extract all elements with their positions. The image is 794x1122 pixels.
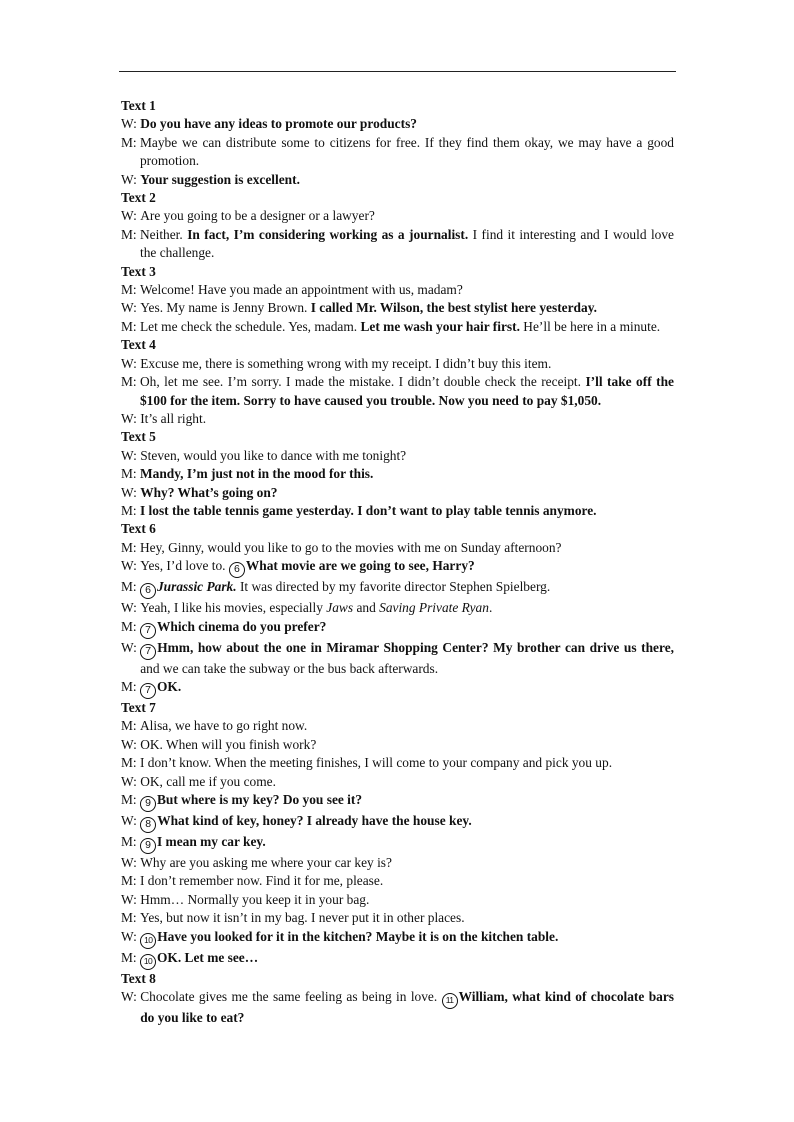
text-segment: I don’t remember now. Find it for me, please. — [139, 873, 384, 889]
dialogue-text — [140, 928, 674, 949]
dialogue-text — [140, 373, 674, 410]
dialogue-line — [121, 207, 674, 225]
answer-highlight: What kind of key, honey? I already have the house key. — [157, 813, 472, 828]
dialogue-text — [140, 502, 674, 520]
dialogue-text — [140, 410, 674, 428]
dialogue-text — [140, 226, 674, 263]
text-segment: It’s all right. — [140, 410, 207, 426]
dialogue-text — [140, 949, 674, 970]
text-segment: Yes, I’d love to. — [140, 558, 229, 574]
text-segment: Oh, let me see. I’m sorry. I made the mistake. I didn’t double check the receipt. — [139, 374, 586, 390]
speaker-label: W: — [121, 773, 141, 789]
question-number-badge: 7 — [140, 623, 156, 639]
speaker-label: W: — [121, 410, 141, 426]
dialogue-line — [121, 539, 674, 557]
speaker-label: W: — [121, 300, 141, 316]
dialogue-text — [140, 134, 674, 171]
dialogue-line — [121, 988, 674, 1027]
dialogue-text — [140, 484, 674, 502]
dialogue-text — [140, 812, 674, 833]
dialogue-text — [140, 754, 674, 772]
speaker-label: W: — [121, 928, 141, 944]
dialogue-line — [121, 909, 674, 927]
text-segment: It was directed by my favorite director Stephen Spielberg. — [236, 579, 551, 595]
dialogue-text — [140, 618, 674, 639]
dialogue-line — [121, 854, 674, 872]
dialogue-line — [121, 373, 674, 410]
dialogue-line — [121, 773, 674, 791]
speaker-label: M: — [121, 755, 140, 771]
section-heading: Text 1 — [121, 98, 156, 113]
text-segment: . — [488, 600, 493, 616]
section-heading: Text 2 — [121, 190, 156, 206]
dialogue-text — [140, 355, 674, 373]
speaker-label: W: — [121, 600, 141, 616]
dialogue-line — [121, 791, 674, 812]
dialogue-line — [121, 134, 674, 171]
text-segment: Saving Private Ryan — [379, 600, 489, 616]
dialogue-text — [140, 717, 674, 735]
dialogue-line — [121, 754, 674, 772]
dialogue-line — [121, 949, 674, 970]
dialogue-text — [140, 773, 674, 791]
answer-highlight: Hmm, how about the one in Miramar Shopping Center? My brother can drive us there, — [157, 639, 674, 655]
speaker-label: M: — [121, 834, 140, 849]
dialogue-text — [140, 465, 674, 483]
dialogue-text — [140, 318, 674, 336]
question-number-badge: 6 — [229, 562, 245, 578]
speaker-label: M: — [121, 910, 140, 926]
dialogue-text — [140, 736, 674, 754]
text-segment: OK, call me if you come. — [140, 773, 276, 789]
dialogue-line — [121, 447, 674, 465]
dialogue-line — [121, 115, 674, 133]
dialogue-line — [121, 872, 674, 890]
question-number-badge: 9 — [140, 838, 156, 854]
speaker-label: W: — [121, 171, 141, 187]
text-segment: Welcome! Have you made an appointment with us, madam? — [139, 282, 463, 298]
text-segment: Are you going to be a designer or a lawyer? — [140, 208, 375, 224]
answer-highlight: William, what kind of chocolate bars do you like to eat? — [140, 989, 674, 1026]
question-number-badge: 11 — [442, 993, 458, 1009]
answer-highlight: Have you looked for it in the kitchen? Maybe it is on the kitchen table. — [157, 928, 559, 944]
question-number-badge: 7 — [140, 644, 156, 660]
speaker-label: M: — [121, 718, 140, 734]
answer-highlight: OK. — [156, 678, 182, 694]
dialogue-line — [121, 484, 674, 502]
speaker-label: M: — [121, 282, 140, 298]
answer-highlight: In fact, I’m considering working as a journalist. — [187, 226, 469, 242]
speaker-label: W: — [121, 639, 141, 655]
answer-highlight: I mean my car key. — [156, 834, 266, 849]
question-number-badge: 10 — [140, 933, 156, 949]
dialogue-line — [121, 410, 674, 428]
speaker-label: W: — [121, 855, 141, 870]
speaker-label: M: — [121, 466, 140, 482]
speaker-label: W: — [121, 484, 141, 500]
answer-highlight: I’ll take off the $100 for the item. Sorry to have caused you trouble. Now you need to pay $1,050. — [139, 374, 674, 408]
text-segment: Jaws — [326, 600, 354, 616]
header-rule — [119, 71, 676, 72]
speaker-label: W: — [121, 355, 141, 371]
dialogue-text — [140, 115, 674, 133]
answer-highlight: Jurassic Park. — [156, 579, 237, 595]
answer-highlight: Why? What’s going on? — [140, 484, 278, 500]
transcript — [121, 97, 674, 1027]
dialogue-text — [140, 281, 674, 299]
dialogue-line — [121, 226, 674, 263]
speaker-label: M: — [121, 873, 140, 889]
text-segment: OK. When will you finish work? — [140, 736, 317, 752]
question-number-badge: 9 — [140, 796, 156, 812]
text-segment: I don’t know. When the meeting finishes, I will come to your company and pick you up. — [139, 755, 613, 771]
dialogue-line — [121, 599, 674, 617]
text-segment: Neither. — [139, 226, 188, 242]
answer-highlight: But where is my key? Do you see it? — [156, 792, 363, 807]
dialogue-line — [121, 557, 674, 578]
text-segment: Let me check the schedule. Yes, madam. — [139, 318, 361, 334]
speaker-label: M: — [121, 318, 140, 334]
speaker-label: W: — [121, 558, 141, 574]
text-segment: Yes. My name is Jenny Brown. — [140, 300, 311, 316]
speaker-label: W: — [121, 208, 141, 224]
text-segment: and — [353, 600, 380, 616]
dialogue-text — [140, 299, 674, 317]
dialogue-text — [140, 171, 674, 189]
dialogue-text — [140, 678, 674, 699]
text-segment: Hey, Ginny, would you like to go to the movies with me on Sunday afternoon? — [139, 539, 562, 555]
dialogue-text — [140, 872, 674, 890]
speaker-label: W: — [121, 891, 141, 907]
dialogue-line — [121, 171, 674, 189]
dialogue-line — [121, 281, 674, 299]
speaker-label: M: — [121, 579, 140, 595]
answer-highlight: I lost the table tennis game yesterday. I don’t want to play table tennis anymore. — [139, 502, 597, 518]
text-segment: Maybe we can distribute some to citizens for free. If they find them okay, we may have a good promotion. — [139, 134, 674, 169]
text-segment: I find it interesting and I would love the challenge. — [139, 226, 674, 261]
dialogue-line — [121, 678, 674, 699]
text-segment: Yeah, I like his movies, especially — [140, 600, 327, 616]
dialogue-line — [121, 318, 674, 336]
speaker-label: M: — [121, 539, 140, 555]
section-heading: Text 3 — [121, 263, 156, 279]
text-segment: Why are you asking me where your car key is? — [140, 855, 392, 870]
section-heading: Text 8 — [121, 970, 156, 986]
dialogue-text — [140, 578, 674, 599]
speaker-label: W: — [121, 116, 141, 132]
speaker-label: M: — [121, 949, 140, 965]
text-segment: Excuse me, there is something wrong with my receipt. I didn’t buy this item. — [140, 355, 552, 371]
dialogue-line — [121, 639, 674, 678]
dialogue-text — [140, 599, 674, 617]
answer-highlight: What movie are we going to see, Harry? — [245, 558, 475, 574]
speaker-label: W: — [121, 736, 141, 752]
answer-highlight: I called Mr. Wilson, the best stylist here yesterday. — [310, 300, 597, 316]
text-segment: Alisa, we have to go right now. — [139, 718, 308, 734]
dialogue-line — [121, 618, 674, 639]
question-number-badge: 10 — [140, 954, 156, 970]
speaker-label: M: — [121, 792, 140, 807]
answer-highlight: OK. Let me see… — [156, 949, 259, 965]
section-heading: Text 4 — [121, 337, 156, 353]
answer-highlight: Which cinema do you prefer? — [156, 618, 327, 634]
dialogue-line — [121, 465, 674, 483]
section-heading: Text 6 — [121, 521, 156, 537]
speaker-label: M: — [121, 226, 140, 242]
dialogue-line — [121, 717, 674, 735]
dialogue-text — [140, 557, 674, 578]
speaker-label: M: — [121, 502, 140, 518]
speaker-label: W: — [121, 447, 141, 463]
dialogue-text — [140, 891, 674, 909]
text-segment: Hmm… Normally you keep it in your bag. — [140, 891, 370, 907]
answer-highlight: Your suggestion is excellent. — [140, 171, 300, 187]
text-segment: He’ll be here in a minute. — [519, 318, 661, 334]
dialogue-line — [121, 928, 674, 949]
dialogue-text — [140, 207, 674, 225]
text-segment: and we can take the subway or the bus back afterwards. — [140, 660, 439, 676]
dialogue-line — [121, 736, 674, 754]
question-number-badge: 6 — [140, 583, 156, 599]
dialogue-line — [121, 355, 674, 373]
speaker-label: W: — [121, 813, 141, 828]
text-segment: Yes, but now it isn’t in my bag. I never put it in other places. — [139, 910, 465, 926]
text-segment: Steven, would you like to dance with me tonight? — [140, 447, 407, 463]
dialogue-text — [140, 791, 674, 812]
dialogue-text — [140, 539, 674, 557]
section-heading: Text 7 — [121, 699, 156, 715]
answer-highlight: Mandy, I’m just not in the mood for this. — [139, 466, 374, 482]
dialogue-text — [140, 447, 674, 465]
dialogue-text — [140, 854, 674, 872]
speaker-label: M: — [121, 618, 140, 634]
question-number-badge: 7 — [140, 683, 156, 699]
text-segment: Chocolate gives me the same feeling as being in love. — [140, 989, 442, 1005]
dialogue-line — [121, 833, 674, 854]
dialogue-text — [140, 833, 674, 854]
answer-highlight: Do you have any ideas to promote our products? — [140, 116, 417, 132]
dialogue-line — [121, 812, 674, 833]
dialogue-text — [140, 639, 674, 678]
dialogue-line — [121, 891, 674, 909]
section-heading: Text 5 — [121, 429, 156, 445]
speaker-label: M: — [121, 678, 140, 694]
dialogue-line — [121, 299, 674, 317]
answer-highlight: Let me wash your hair first. — [360, 318, 520, 334]
question-number-badge: 8 — [140, 817, 156, 833]
dialogue-text — [140, 909, 674, 927]
speaker-label: W: — [121, 989, 141, 1005]
speaker-label: M: — [121, 134, 140, 150]
speaker-label: M: — [121, 374, 140, 390]
dialogue-line — [121, 578, 674, 599]
dialogue-line — [121, 502, 674, 520]
dialogue-text — [140, 988, 674, 1027]
